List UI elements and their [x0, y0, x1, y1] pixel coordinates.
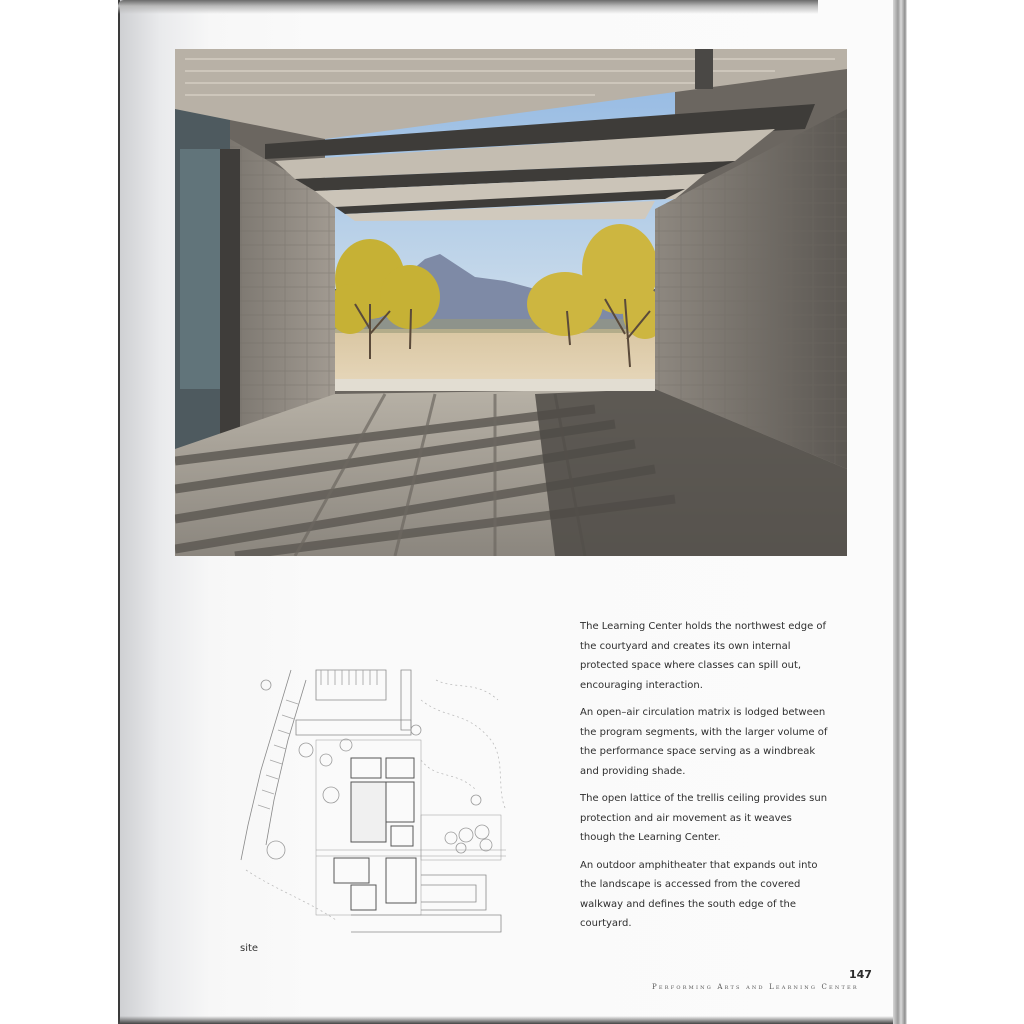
- covered-walkway-photo: [175, 49, 847, 556]
- body-text: [580, 617, 830, 942]
- page-top-edge: [118, 0, 818, 14]
- paragraph: An open–air circulation matrix is lodged between the program segments, with the larger volume of the performance space serving as a windbreak and providing shade.: [580, 707, 828, 777]
- paragraph: The open lattice of the trellis ceiling provides sun protection and air movement as it weaves though the Learning Center.: [580, 793, 828, 843]
- site-plan-drawing: [236, 660, 511, 940]
- scan-background-right: [907, 0, 1024, 1024]
- site-plan-caption: site: [240, 943, 259, 954]
- page-number: 147: [849, 968, 872, 981]
- paragraph: An outdoor amphitheater that expands out into the landscape is accessed from the covered walkway and defines the south edge of the courtyard.: [580, 859, 818, 929]
- paragraph: The Learning Center holds the northwest edge of the courtyard and creates its own internal protected space where classes can spill out, encouraging interaction.: [580, 621, 827, 691]
- scan-background-left: [0, 0, 120, 1024]
- page-bottom-edge: [118, 1016, 898, 1024]
- page-stack-edge: [893, 0, 907, 1024]
- running-footer-title: Performing Arts and Learning Center: [652, 983, 859, 991]
